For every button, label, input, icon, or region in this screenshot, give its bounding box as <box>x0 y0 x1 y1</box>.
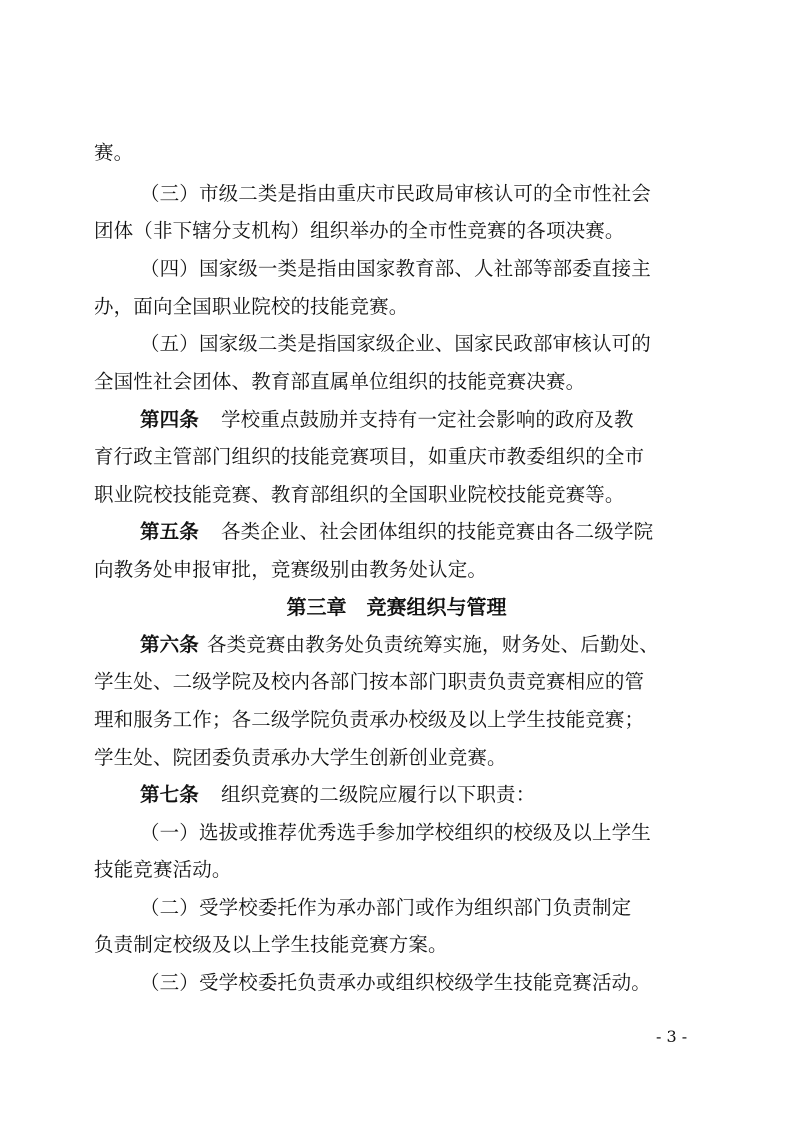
chapter-heading: 第三章 竞赛组织与管理 <box>286 595 507 619</box>
text-line: 向教务处申报审批，竞赛级别由教务处认定。 <box>94 558 488 581</box>
article-6 <box>140 631 659 659</box>
text-line: 办，面向全国职业院校的技能竞赛。 <box>94 295 409 318</box>
text-line: 负责制定校级及以上学生技能竞赛方案。 <box>94 933 448 956</box>
text-line: 学生处、二级学院及校内各部门按本部门职责负责竞赛相应的管 <box>94 670 645 693</box>
article-6-label: 第六条 <box>140 633 199 656</box>
article-7-text: 组织竞赛的二级院应履行以下职责： <box>220 783 536 806</box>
article-5-label: 第五条 <box>140 520 199 543</box>
text-line: 技能竞赛活动。 <box>94 858 232 881</box>
text-line: （四）国家级一类是指由国家教育部、人社部等部委直接主 <box>140 257 651 280</box>
article-5-text: 各类企业、社会团体组织的技能竞赛由各二级学院 <box>220 520 654 543</box>
text-line: （三）受学校委托负责承办或组织校级学生技能竞赛活动。 <box>140 971 651 994</box>
text-line: 赛。 <box>94 141 134 164</box>
text-line: 职业院校技能竞赛、教育部组织的全国职业院校技能竞赛等。 <box>94 483 625 506</box>
text-line: （二）受学校委托作为承办部门或作为组织部门负责制定 <box>140 896 632 919</box>
text-line: （五）国家级二类是指国家级企业、国家民政部审核认可的 <box>140 332 651 355</box>
article-4-text: 学校重点鼓励并支持有一定社会影响的政府及教 <box>220 408 634 431</box>
text-line: （三）市级二类是指由重庆市民政局审核认可的全市性社会 <box>140 182 651 205</box>
article-6-text: 各类竞赛由教务处负责统筹实施，财务处、后勤处、 <box>206 633 659 656</box>
text-line: 学生处、院团委负责承办大学生创新创业竞赛。 <box>94 746 507 769</box>
article-5 <box>140 518 653 546</box>
text-line: 育行政主管部门组织的技能竞赛项目，如重庆市教委组织的全市 <box>94 445 645 468</box>
text-line: 全国性社会团体、教育部直属单位组织的技能竞赛决赛。 <box>94 370 586 393</box>
text-line: 团体（非下辖分支机构）组织举办的全市性竞赛的各项决赛。 <box>94 219 625 242</box>
article-7-label: 第七条 <box>140 783 199 806</box>
page-number: - 3 - <box>656 1027 688 1046</box>
text-line: 理和服务工作；各二级学院负责承办校级及以上学生技能竞赛； <box>94 708 645 731</box>
article-4-label: 第四条 <box>140 408 199 431</box>
text-line: （一）选拔或推荐优秀选手参加学校组织的校级及以上学生 <box>140 821 651 844</box>
article-4 <box>140 406 634 434</box>
article-7 <box>140 781 535 809</box>
